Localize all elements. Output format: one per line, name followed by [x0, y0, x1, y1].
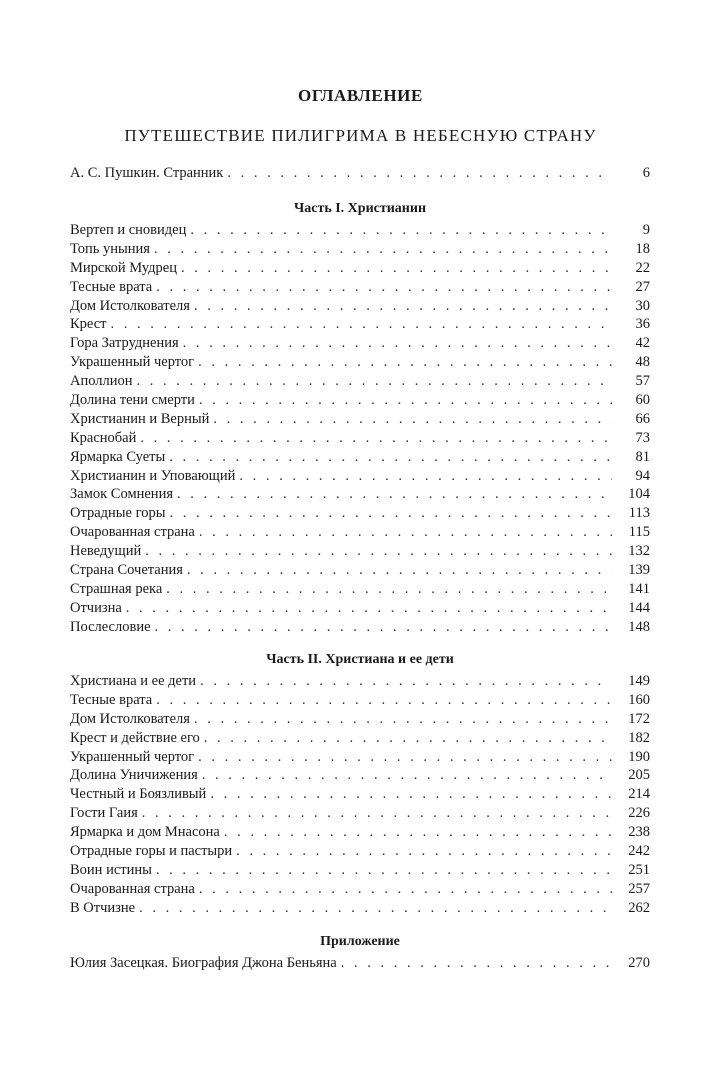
- toc-entry: [70, 785, 650, 804]
- part2-list: [70, 672, 650, 918]
- entry-page: 6: [642, 165, 650, 181]
- toc-entry: [70, 748, 650, 767]
- toc-entry: [70, 672, 650, 691]
- entry-page: 9: [642, 222, 650, 238]
- toc-entry: [70, 467, 650, 486]
- dot-leader: [194, 710, 612, 729]
- entry-title: Мирской Мудрец: [70, 259, 177, 276]
- toc-entry: [70, 372, 650, 391]
- entry-page: 148: [628, 618, 650, 635]
- dot-leader: [145, 542, 612, 561]
- toc-entry: [70, 485, 650, 504]
- entry-page: 251: [628, 861, 650, 878]
- toc-entry: [70, 580, 650, 599]
- toc-entry: [70, 599, 650, 618]
- entry-page: 160: [628, 691, 650, 708]
- entry-page: 60: [635, 392, 650, 409]
- appendix-heading: Приложение: [320, 934, 400, 949]
- dot-leader: [199, 880, 612, 899]
- appendix-section: [70, 933, 650, 973]
- toc-entry: [70, 729, 650, 748]
- entry-title: Тесные врата: [70, 691, 153, 708]
- entry-title: Христианин и Верный: [70, 410, 210, 427]
- entry-page: 238: [628, 824, 650, 841]
- entry-title: Долина Уничижения: [70, 767, 198, 784]
- toc-entry: [70, 861, 650, 880]
- entry-title: Топь уныния: [70, 240, 150, 257]
- entry-title: Вертеп и сновидец: [70, 222, 187, 238]
- dot-leader: [111, 315, 613, 334]
- dot-leader: [166, 580, 612, 599]
- toc-entry: [70, 710, 650, 729]
- entry-title: А. С. Пушкин. Странник: [70, 165, 224, 181]
- dot-leader: [187, 561, 612, 580]
- dot-leader: [199, 523, 612, 542]
- dot-leader: [156, 691, 612, 710]
- entry-title: Юлия Засецкая. Биография Джона Беньяна: [70, 955, 337, 971]
- dot-leader: [155, 618, 612, 637]
- entry-title: Крест и действие его: [70, 729, 200, 746]
- entry-title: Гости Гаия: [70, 805, 138, 822]
- entry-title: Долина тени смерти: [70, 392, 195, 409]
- dot-leader: [239, 467, 612, 486]
- dot-leader: [169, 448, 612, 467]
- entry-title: Страшная река: [70, 580, 163, 597]
- entry-page: 66: [635, 410, 650, 427]
- dot-leader: [183, 334, 612, 353]
- dot-leader: [169, 504, 612, 523]
- entry-title: Отчизна: [70, 599, 122, 616]
- entry-title: Украшенный чертог: [70, 354, 195, 371]
- dot-leader: [341, 954, 612, 973]
- toc-entry: [70, 391, 650, 410]
- entry-page: 22: [635, 259, 650, 276]
- toc-entry: [70, 259, 650, 278]
- part1-heading: Часть I. Христианин: [293, 201, 427, 216]
- appendix-list: [70, 954, 650, 973]
- dot-leader: [194, 297, 612, 316]
- dot-leader: [177, 485, 612, 504]
- entry-title: Очарованная страна: [70, 880, 195, 897]
- toc-entry: [70, 504, 650, 523]
- dot-leader: [154, 240, 612, 259]
- toc-entry: [70, 899, 650, 918]
- book-title: ПУТЕШЕСТВИЕ ПИЛИГРИМА В НЕБЕСНУЮ СТРАНУ: [124, 126, 597, 145]
- entry-page: 48: [635, 354, 650, 371]
- entry-page: 182: [628, 729, 650, 746]
- entry-page: 214: [628, 786, 650, 803]
- entry-page: 132: [628, 543, 650, 560]
- toc-entry: [70, 561, 650, 580]
- toc-entry: [70, 954, 650, 973]
- entry-title: Гора Затруднения: [70, 335, 179, 352]
- entry-page: 205: [628, 767, 650, 784]
- toc-entry: [70, 353, 650, 372]
- toc-entry: [70, 315, 650, 334]
- entry-title: Дом Истолкователя: [70, 297, 190, 314]
- dot-leader: [202, 766, 612, 785]
- entry-page: 262: [628, 899, 650, 916]
- entry-title: Тесные врата: [70, 278, 153, 295]
- dot-leader: [227, 164, 612, 183]
- entry-page: 115: [628, 524, 650, 541]
- dot-leader: [156, 861, 612, 880]
- dot-leader: [156, 278, 612, 297]
- toc-entry: [70, 410, 650, 429]
- part1-section: [70, 200, 650, 637]
- entry-title: Крест: [70, 316, 107, 333]
- toc-entry: [70, 618, 650, 637]
- dot-leader: [181, 259, 612, 278]
- entry-title: Аполлион: [70, 373, 133, 390]
- toc-entry: [70, 429, 650, 448]
- entry-page: 57: [635, 373, 650, 390]
- dot-leader: [204, 729, 612, 748]
- toc-entry: [70, 804, 650, 823]
- toc-entry: [70, 880, 650, 899]
- toc-entry: [70, 542, 650, 561]
- dot-leader: [213, 410, 612, 429]
- entry-title: Христианин и Уповающий: [70, 467, 236, 484]
- dot-leader: [126, 599, 612, 618]
- entry-page: 226: [628, 805, 650, 822]
- entry-page: 190: [628, 748, 650, 765]
- toc-entry: [70, 842, 650, 861]
- toc-entry: [70, 766, 650, 785]
- entry-title: Очарованная страна: [70, 524, 195, 541]
- dot-leader: [137, 372, 612, 391]
- dot-leader: [142, 804, 612, 823]
- entry-title: Честный и Боязливый: [70, 786, 207, 803]
- entry-title: Замок Сомнения: [70, 486, 174, 503]
- entry-title: Воин истины: [70, 861, 152, 878]
- entry-title: Отрадные горы и пастыри: [70, 843, 233, 860]
- toc-entry: [70, 240, 650, 259]
- toc-entry: [70, 164, 650, 183]
- entry-page: 104: [628, 486, 650, 503]
- toc-entry: [70, 523, 650, 542]
- part2-section: [70, 651, 650, 918]
- entry-page: 257: [628, 880, 650, 897]
- entry-title: Послесловие: [70, 618, 151, 635]
- dot-leader: [139, 899, 612, 918]
- entry-page: 144: [628, 599, 650, 616]
- part1-list: [70, 221, 650, 637]
- entry-page: 242: [628, 843, 650, 860]
- entry-page: 149: [628, 673, 650, 689]
- toc-entry: [70, 221, 650, 240]
- entry-page: 141: [628, 580, 650, 597]
- toc-entry: [70, 691, 650, 710]
- toc-entry: [70, 823, 650, 842]
- entry-title: Украшенный чертог: [70, 748, 195, 765]
- dot-leader: [198, 353, 612, 372]
- entry-title: В Отчизне: [70, 899, 136, 916]
- entry-page: 73: [635, 429, 650, 446]
- dot-leader: [198, 748, 612, 767]
- entry-page: 30: [635, 297, 650, 314]
- dot-leader: [140, 429, 612, 448]
- entry-page: 113: [628, 505, 650, 522]
- entry-title: Дом Истолкователя: [70, 710, 190, 727]
- entry-title: Краснобай: [70, 429, 137, 446]
- toc-entry: [70, 278, 650, 297]
- toc-entry: [70, 334, 650, 353]
- entry-page: 94: [635, 467, 650, 484]
- page-title: ОГЛАВЛЕНИЕ: [298, 86, 423, 105]
- entry-page: 270: [628, 955, 650, 971]
- part2-heading: Часть II. Христиана и ее дети: [266, 652, 454, 667]
- entry-title: Ярмарка и дом Мнасона: [70, 824, 220, 841]
- entry-page: 36: [635, 316, 650, 333]
- entry-title: Страна Сочетания: [70, 562, 183, 579]
- entry-title: Неведущий: [70, 543, 142, 560]
- intro-section: [70, 164, 650, 183]
- entry-page: 42: [635, 335, 650, 352]
- entry-title: Ярмарка Суеты: [70, 448, 166, 465]
- entry-title: Христиана и ее дети: [70, 673, 197, 689]
- entry-page: 18: [635, 240, 650, 257]
- dot-leader: [190, 221, 612, 240]
- entry-page: 27: [635, 278, 650, 295]
- dot-leader: [199, 391, 612, 410]
- entry-title: Отрадные горы: [70, 505, 166, 522]
- toc-entry: [70, 448, 650, 467]
- entry-page: 81: [635, 448, 650, 465]
- dot-leader: [210, 785, 612, 804]
- dot-leader: [200, 672, 612, 691]
- dot-leader: [236, 842, 612, 861]
- entry-page: 139: [628, 562, 650, 579]
- entry-page: 172: [628, 710, 650, 727]
- dot-leader: [224, 823, 612, 842]
- toc-entry: [70, 297, 650, 316]
